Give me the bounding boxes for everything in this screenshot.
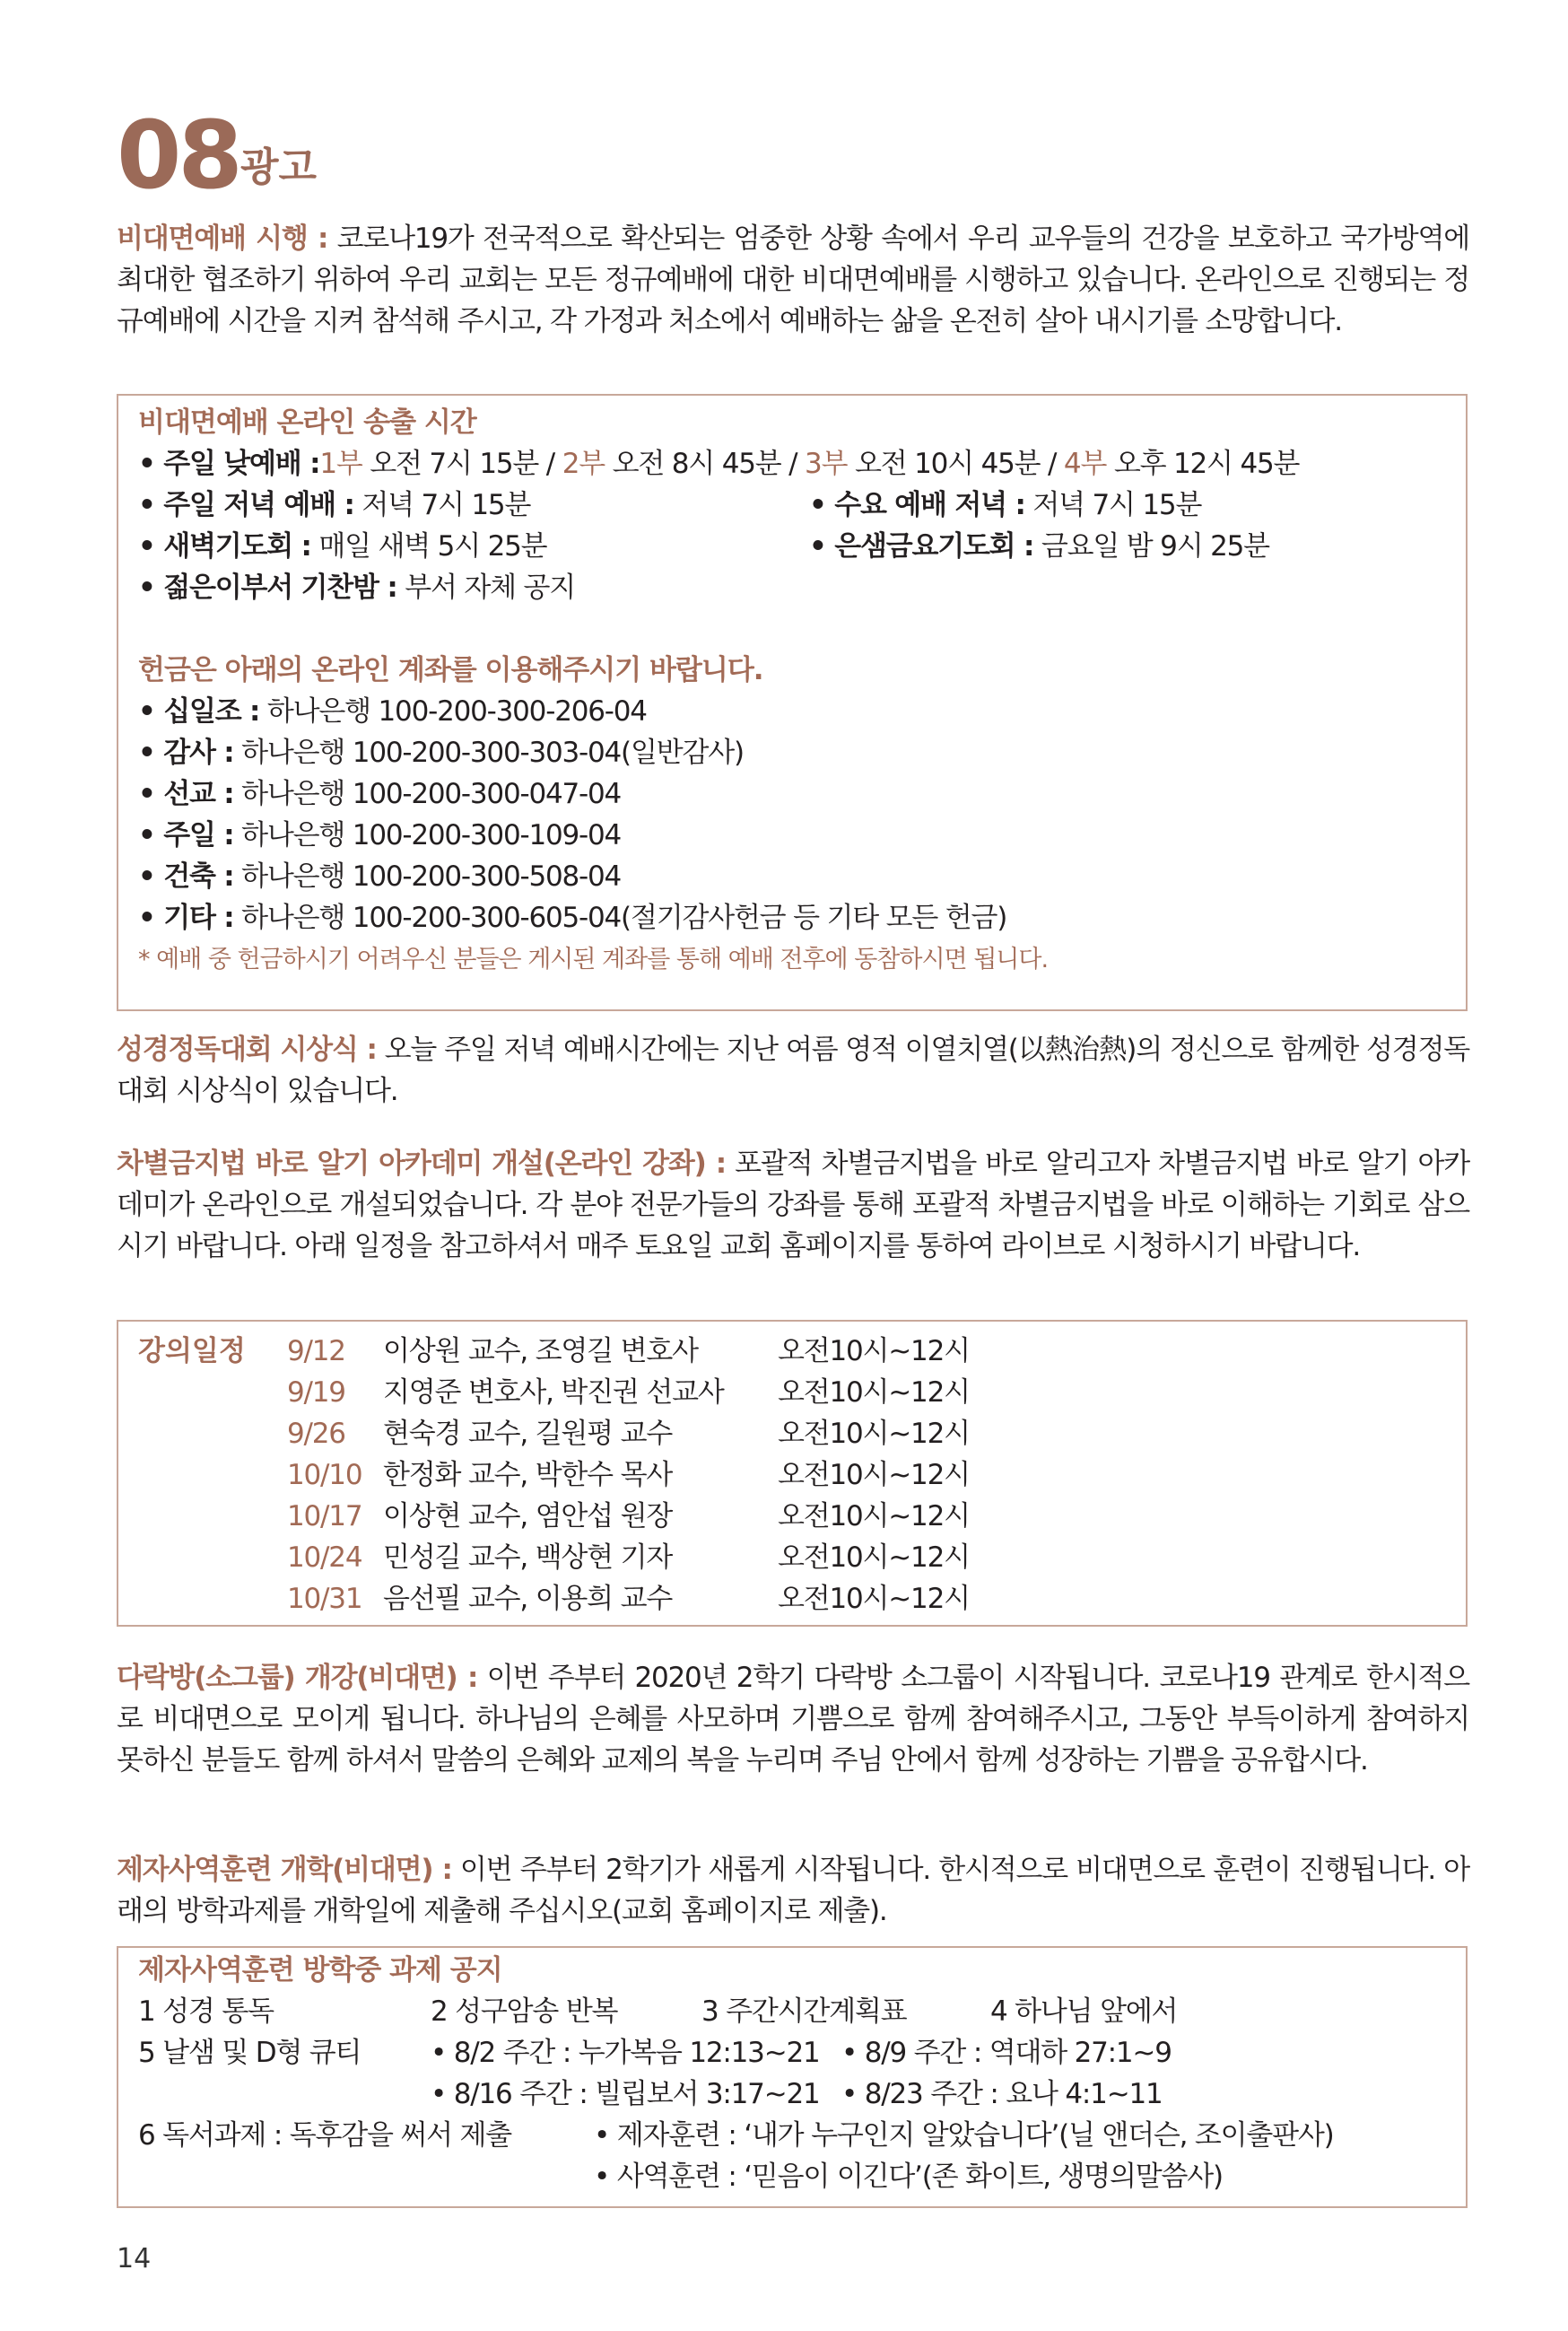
notice-discipleship	[117, 1849, 1469, 1932]
notice-online-worship	[117, 218, 1469, 342]
dawn-prayer: • 새벽기도회 : 매일 새벽 5시 25분	[138, 530, 547, 563]
notice-text: 오늘 주일 저녁 예배시간에는 지난 여름 영적 이열치열(以熱治熱)의 정신으로 함께한 성경정독대회 시상식이 있습니다.	[117, 1034, 1469, 1107]
assignment-item: 5 날샘 및 D형 큐티	[138, 2037, 362, 2069]
notice-lead: 제자사역훈련 개학(비대면) :	[117, 1854, 452, 1886]
notice-lead: 차별금지법 바로 알기 아카데미 개설(온라인 강좌) :	[117, 1148, 726, 1180]
schedule-row: 9/26 현숙경 교수, 길원평 교수 오전10시~12시	[287, 1418, 970, 1450]
assignment-item: 4 하나님 앞에서	[990, 1995, 1178, 2028]
wednesday-worship: • 수요 예배 저녁 : 저녁 7시 15분	[809, 489, 1202, 521]
account-item: • 선교 : 하나은행 100-200-300-047-04	[138, 778, 622, 810]
notice-lead: 비대면예배 시행 :	[117, 223, 328, 255]
offering-note: * 예배 중 헌금하시기 어려우신 분들은 게시된 계좌를 통해 예배 전후에 동참하시면 됩니다.	[138, 946, 1049, 973]
qt-week: • 8/16 주간 : 빌립보서 3:17~21	[431, 2078, 820, 2110]
schedule-row: 9/19 지영준 변호사, 박진권 선교사 오전10시~12시	[287, 1376, 970, 1409]
book-item: • 제자훈련 : ‘내가 누구인지 알았습니다’(닐 앤더슨, 조이출판사)	[594, 2119, 1334, 2152]
notice-small-group	[117, 1657, 1469, 1781]
qt-week: • 8/23 주간 : 요나 4:1~11	[841, 2078, 1163, 2110]
schedule-label: 강의일정	[138, 1335, 246, 1367]
notice-academy	[117, 1143, 1469, 1267]
friday-prayer: • 은샘금요기도회 : 금요일 밤 9시 25분	[809, 530, 1269, 563]
schedule-row: 10/17 이상현 교수, 염안섭 원장 오전10시~12시	[287, 1500, 970, 1532]
assignment-box	[117, 1946, 1468, 2208]
notice-text: 이번 주부터 2020년 2학기 다락방 소그룹이 시작됩니다. 코로나19 관계로 한시적으로 비대면으로 모이게 됩니다. 하나님의 은혜를 사모하며 기쁨으로 함께 참여해주시고, 그동안 부득이하게 참여하지 못하신 분들도 함께 하셔서 말씀의 은혜와 교제의 복을 누리며 주님 안에서 함께 성장하는 기쁨을 공유합시다.	[117, 1662, 1470, 1777]
qt-week: • 8/2 주간 : 누가복음 12:13~21	[431, 2037, 820, 2069]
assignment-heading: 제자사역훈련 방학중 과제 공지	[138, 1954, 502, 1986]
assignment-item: 1 성경 통독	[138, 1995, 274, 2028]
account-item: • 감사 : 하나은행 100-200-300-303-04(일반감사)	[138, 737, 744, 769]
assignment-item: 2 성구암송 반복	[431, 1995, 618, 2028]
broadcast-heading: 비대면예배 온라인 송출 시간	[138, 406, 476, 439]
sunday-evening-worship: • 주일 저녁 예배 : 저녁 7시 15분	[138, 489, 531, 521]
account-item: • 건축 : 하나은행 100-200-300-508-04	[138, 860, 622, 893]
page-number: 14	[117, 2243, 152, 2274]
sunday-day-worship: • 주일 낮예배 :1부 오전 7시 15분 / 2부 오전 8시 45분 / 3부 오전 10시 45분 / 4부 오후 12시 45분	[138, 448, 1300, 480]
offering-heading: 헌금은 아래의 온라인 계좌를 이용해주시기 바랍니다.	[138, 654, 763, 686]
book-item: • 사역훈련 : ‘믿음이 이긴다’(존 화이트, 생명의말씀사)	[594, 2161, 1223, 2193]
notice-lead: 성경정독대회 시상식 :	[117, 1034, 377, 1066]
account-item: • 주일 : 하나은행 100-200-300-109-04	[138, 819, 622, 851]
youth-night: • 젊은이부서 기찬밤 : 부서 자체 공지	[138, 572, 575, 604]
schedule-row: 10/10 한정화 교수, 박한수 목사 오전10시~12시	[287, 1459, 970, 1491]
notice-text: 포괄적 차별금지법을 바로 알리고자 차별금지법 바로 알기 아카데미가 온라인으로 개설되었습니다. 각 분야 전문가들의 강좌를 통해 포괄적 차별금지법을 바로 이해하는 기회로 삼으시기 바랍니다. 아래 일정을 참고하셔서 매주 토요일 교회 홈페이지를 통하여 라이브로 시청하시기 바랍니다.	[117, 1148, 1469, 1262]
lecture-schedule-box	[117, 1320, 1468, 1627]
assignment-item: 6 독서과제 : 독후감을 써서 제출	[138, 2119, 511, 2152]
assignment-item: 3 주간시간계획표	[701, 1995, 907, 2028]
section-number: 08	[117, 100, 240, 210]
schedule-row: 9/12 이상원 교수, 조영길 변호사 오전10시~12시	[287, 1335, 970, 1367]
notice-text: 이번 주부터 2학기가 새롭게 시작됩니다. 한시적으로 비대면으로 훈련이 진행됩니다. 아래의 방학과제를 개학일에 제출해 주십시오(교회 홈페이지로 제출).	[117, 1854, 1469, 1927]
notice-lead: 다락방(소그룹) 개강(비대면) :	[117, 1662, 478, 1694]
qt-week: • 8/9 주간 : 역대하 27:1~9	[841, 2037, 1172, 2069]
section-title: 광고	[240, 144, 318, 190]
notice-bible-reading-awards	[117, 1029, 1469, 1112]
schedule-row: 10/24 민성길 교수, 백상현 기자 오전10시~12시	[287, 1541, 970, 1574]
account-item: • 기타 : 하나은행 100-200-300-605-04(절기감사헌금 등 기타 모든 헌금)	[138, 902, 1007, 934]
notice-text: 코로나19가 전국적으로 확산되는 엄중한 상황 속에서 우리 교우들의 건강을 보호하고 국가방역에 최대한 협조하기 위하여 우리 교회는 모든 정규예배에 대한 비대면예배를 시행하고 있습니다. 온라인으로 진행되는 정규예배에 시간을 지켜 참석해 주시고, 각 가정과 처소에서 예배하는 삶을 온전히 살아 내시기를 소망합니다.	[117, 223, 1469, 337]
broadcast-box	[117, 394, 1468, 1011]
schedule-row: 10/31 음선필 교수, 이용희 교수 오전10시~12시	[287, 1583, 970, 1615]
account-item: • 십일조 : 하나은행 100-200-300-206-04	[138, 695, 647, 728]
